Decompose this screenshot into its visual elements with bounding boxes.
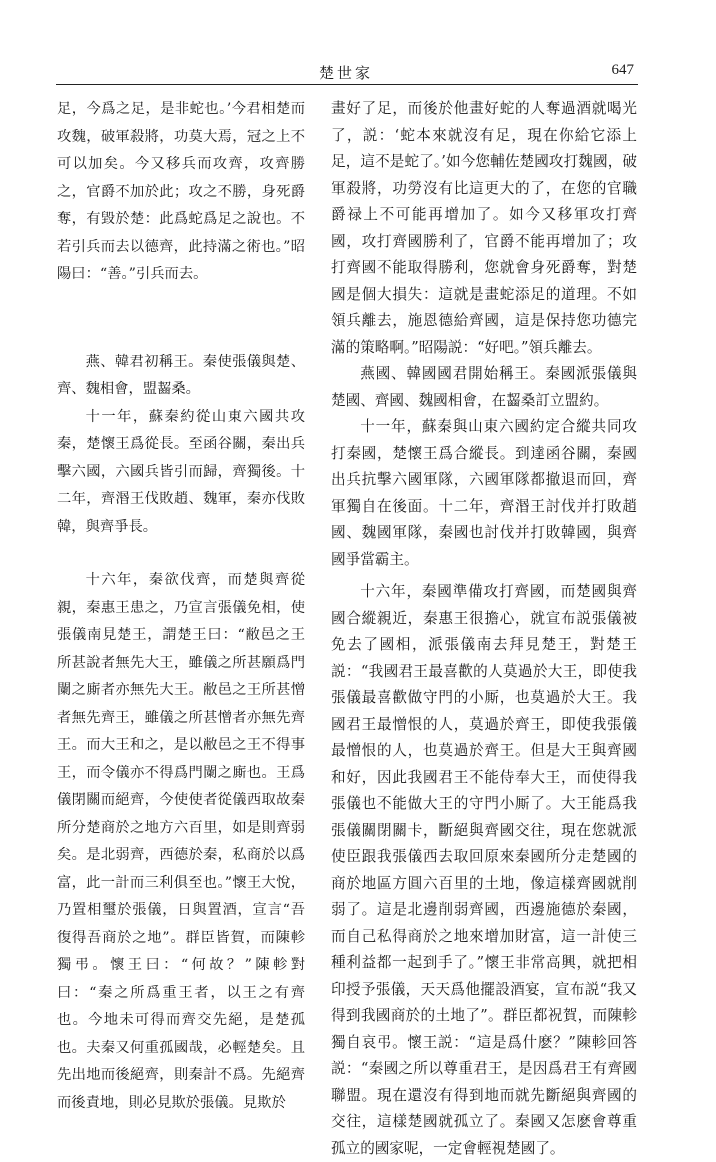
translation-paragraph-1: 畫好了足，而後於他畫好蛇的人奪過酒就喝光了，説：‘蛇本來就沒有足，現在你給它添上足，這不是蛇了。’如今您輔佐楚國攻打魏國，破軍殺將，功勞沒有比這更大的了，在您的官職爵禄上不可能再增加了。如今又移軍攻打齊國，攻打齊國勝利了，官爵不能再增加了；攻打齊國不能取得勝利，您就會身死爵奪，對楚國是個大損失：這就是畫蛇添足的道理。不如領兵離去，施恩德給齊國，這是保持您功德完滿的策略啊。”昭陽説：“好吧。”領兵離去。 — [331, 100, 637, 356]
translation-paragraph-4: 十六年，秦國準備攻打齊國，而楚國與齊國合縱親近，秦惠王很擔心，就宣布説張儀被免去了國相，派張儀南去拜見楚王，對楚王説：“我國君王最喜歡的人莫過於大王，即使我張儀最喜歡做守門的小厮，也莫過於大王。我國君王最憎恨的人，莫過於齊王，即使我張儀最憎恨的人，也莫過於齊王。但是大王與齊國和好，因此我國君王不能侍奉大王，而使得我張儀也不能做大王的守門小厮了。大王能爲我張儀關閉關卡，斷絕與齊國交往，現在您就派使臣跟我張儀西去取回原來秦國所分走楚國的商於地區方圓六百里的土地，像這樣齊國就削弱了。這是北邊削弱齊國，西邊施德於秦國，而自己私得商於之地來增加財富，這一計使三種利益都一起到手了。”懷王非常高興，就把相印授予張儀，天天爲他擺設酒宴，宣布説“我又得到我國商於的土地了”。群臣都祝賀，而陳軫獨自哀弔。懷王説：“這是爲什麽？”陳軫回答説：“秦國之所以尊重君王，是因爲君王有齊國聯盟。現在還沒有得到地而就先斷絕與齊國的交往，這樣楚國就孤立了。秦國又怎麽會尊重孤立的國家呢，一定會輕視楚國了。 — [331, 583, 637, 1157]
header-rule — [56, 84, 638, 85]
classical-paragraph-2: 燕、韓君初稱王。秦使張儀與楚、齊、魏相會，盟齧桑。 — [57, 353, 305, 397]
translation-column — [331, 96, 637, 1162]
classical-text-column — [57, 96, 305, 1117]
page-header — [56, 62, 636, 84]
classical-paragraph-3: 十一年，蘇秦約從山東六國共攻秦，楚懷王爲從長。至函谷關，秦出兵擊六國，六國兵皆引而歸，齊獨後。十二年，齊湣王伐敗趙、魏軍，秦亦伐敗韓，與齊爭長。 — [57, 408, 305, 535]
classical-paragraph-1: 足，今爲之足，是非蛇也。’今君相楚而攻魏，破軍殺將，功莫大焉，冠之上不可以加矣。今又移兵而攻齊，攻齊勝之，官爵不加於此；攻之不勝，身死爵奪，有毀於楚：此爲蛇爲足之說也。不若引兵而去以德齊，此持滿之術也。”昭陽曰：“善。”引兵而去。 — [57, 101, 305, 282]
translation-paragraph-3: 十一年，蘇秦與山東六國約定合縱共同攻打秦國，楚懷王爲合縱長。到達函谷關，秦國出兵抗擊六國軍隊，六國軍隊都撤退而回，齊軍獨自在後面。十二年，齊湣王討伐并打敗趙國、魏國軍隊，秦國也討伐并打敗韓國，與齊國爭當霸主。 — [331, 418, 637, 568]
running-title: 楚世家 — [318, 64, 373, 82]
classical-paragraph-4: 十六年，秦欲伐齊，而楚與齊從親，秦惠王患之，乃宣言張儀免相，使張儀南見楚王，謂楚王曰：“敝邑之王所甚說者無先大王，雖儀之所甚願爲門闌之廝者亦無先大王。敝邑之王所甚憎者無先齊王，雖儀之所甚憎者亦無先齊王。而大王和之，是以敝邑之王不得事王，而令儀亦不得爲門闌之廝也。王爲儀閉關而絕齊，今使使者從儀西取故秦所分楚商於之地方六百里，如是則齊弱矣。是北弱齊，西德於秦，私商於以爲富，此一計而三利俱至也。”懷王大悅，乃置相璽於張儀，日與置酒，宣言“吾復得吾商於之地”。群臣皆賀，而陳軫獨弔。懷王曰：“何故？”陳軫對曰：“秦之所爲重王者，以王之有齊也。今地未可得而齊交先絕，是楚孤也。夫秦又何重孤國哉，必輕楚矣。且先出地而後絕齊，則秦計不爲。先絕齊而後責地，則必見欺於張儀。見欺於 — [57, 572, 305, 1111]
translation-paragraph-2: 燕國、韓國國君開始稱王。秦國派張儀與楚國、齊國、魏國相會，在齧桑訂立盟約。 — [331, 365, 637, 409]
page-number: 647 — [611, 62, 634, 78]
paragraph-gap — [57, 541, 305, 567]
paragraph-gap — [57, 289, 305, 349]
